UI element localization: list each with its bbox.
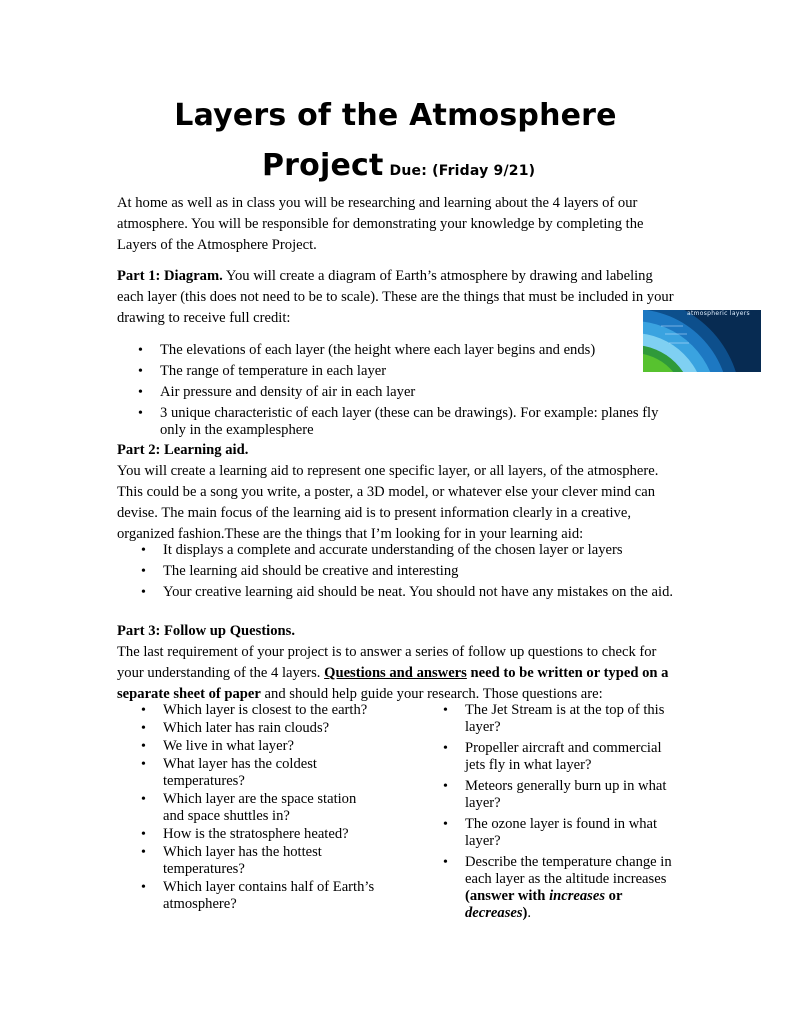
due-date: Due: (Friday 9/21) bbox=[389, 163, 536, 179]
list-item: • The elevations of each layer (the height where each layer begins and ends) bbox=[134, 342, 624, 359]
part3-section bbox=[117, 621, 677, 705]
part1-text: You will create a diagram of Earth’s atmosphere by drawing and labeling each layer (this does not need to be to scale). These are the things that must be included in your drawing to receive full credit: bbox=[117, 268, 674, 326]
image-caption: atmospheric layers bbox=[687, 310, 750, 317]
part2-heading: Part 2: Learning aid. bbox=[117, 442, 249, 458]
list-item: • Which layer are the space station and space shuttles in? bbox=[137, 791, 377, 825]
part1-heading: Part 1: Diagram. bbox=[117, 268, 223, 284]
part3-text-c: need to be written or typed on a separate sheet of paper bbox=[117, 665, 669, 702]
list-item: • Propeller aircraft and commercial jets fly in what layer? bbox=[439, 740, 679, 774]
last-question-g: . bbox=[527, 905, 532, 921]
part3-heading: Part 3: Follow up Questions. bbox=[117, 623, 295, 639]
part3-text-a: The last requirement of your project is to answer a series of follow up questions to check for your understanding of the 4 layers. bbox=[117, 644, 657, 681]
part1-paragraph bbox=[117, 266, 677, 329]
last-question-c: increases bbox=[549, 888, 606, 904]
part3-text-b: Questions and answers bbox=[324, 665, 467, 681]
list-item: • It displays a complete and accurate understanding of the chosen layer or layers bbox=[137, 542, 677, 559]
part2-section bbox=[117, 440, 677, 545]
list-item: • The ozone layer is found in what layer? bbox=[439, 816, 679, 850]
list-item: • Which layer is closest to the earth? bbox=[137, 702, 377, 719]
part3-text-d: and should help guide your research. Those questions are: bbox=[260, 686, 603, 702]
last-question-d: or bbox=[605, 888, 623, 904]
project-word: Project bbox=[262, 148, 384, 183]
atmosphere-layers-image bbox=[643, 310, 761, 372]
list-item: • The Jet Stream is at the top of this layer? bbox=[439, 702, 679, 736]
list-item: • Which layer contains half of Earth’s atmosphere? bbox=[137, 879, 377, 913]
last-question-e: decreases bbox=[465, 905, 523, 921]
page-title-line2 bbox=[262, 148, 535, 183]
list-item: • What layer has the coldest temperatures? bbox=[137, 756, 377, 790]
questions-left-list bbox=[137, 702, 377, 913]
list-item: • The range of temperature in each layer bbox=[134, 363, 624, 380]
list-item: • Which layer has the hottest temperatures? bbox=[137, 844, 377, 878]
list-item: • The learning aid should be creative and interesting bbox=[137, 563, 677, 580]
list-item: • Your creative learning aid should be neat. You should not have any mistakes on the aid. bbox=[137, 584, 678, 601]
page-title: Layers of the Atmosphere bbox=[174, 98, 617, 133]
last-question-b: (answer with bbox=[465, 888, 550, 904]
list-item: • 3 unique characteristic of each layer (these can be drawings). For example: planes fly only in the examplesphere bbox=[134, 405, 660, 439]
part1-list bbox=[134, 342, 659, 439]
list-item: • We live in what layer? bbox=[137, 738, 377, 755]
questions-right-list bbox=[439, 702, 679, 922]
list-item bbox=[439, 854, 679, 922]
atmosphere-layers-icon bbox=[643, 310, 761, 372]
list-item: • Meteors generally burn up in what layer? bbox=[439, 778, 679, 812]
last-question-a: Describe the temperature change in each layer as the altitude increases bbox=[465, 854, 672, 887]
intro-paragraph: At home as well as in class you will be researching and learning about the 4 layers of our atmosphere. You will be responsible for demonstrating your knowledge by completing the Layers of the Atmosphere Project. bbox=[117, 195, 644, 253]
list-item: • How is the stratosphere heated? bbox=[137, 826, 377, 843]
list-item: • Air pressure and density of air in each layer bbox=[134, 384, 624, 401]
last-question-f: ) bbox=[522, 905, 528, 921]
part2-text: You will create a learning aid to represent one specific layer, or all layers, of the atmosphere. This could be a song you write, a poster, a 3D model, or whatever else your clever mind can devise. The main focus of the learning aid is to present information clearly in a creative, organized fashion.These are the things that I’m looking for in your learning aid: bbox=[117, 463, 659, 542]
list-item: • Which later has rain clouds? bbox=[137, 720, 377, 737]
part2-list bbox=[137, 542, 677, 601]
